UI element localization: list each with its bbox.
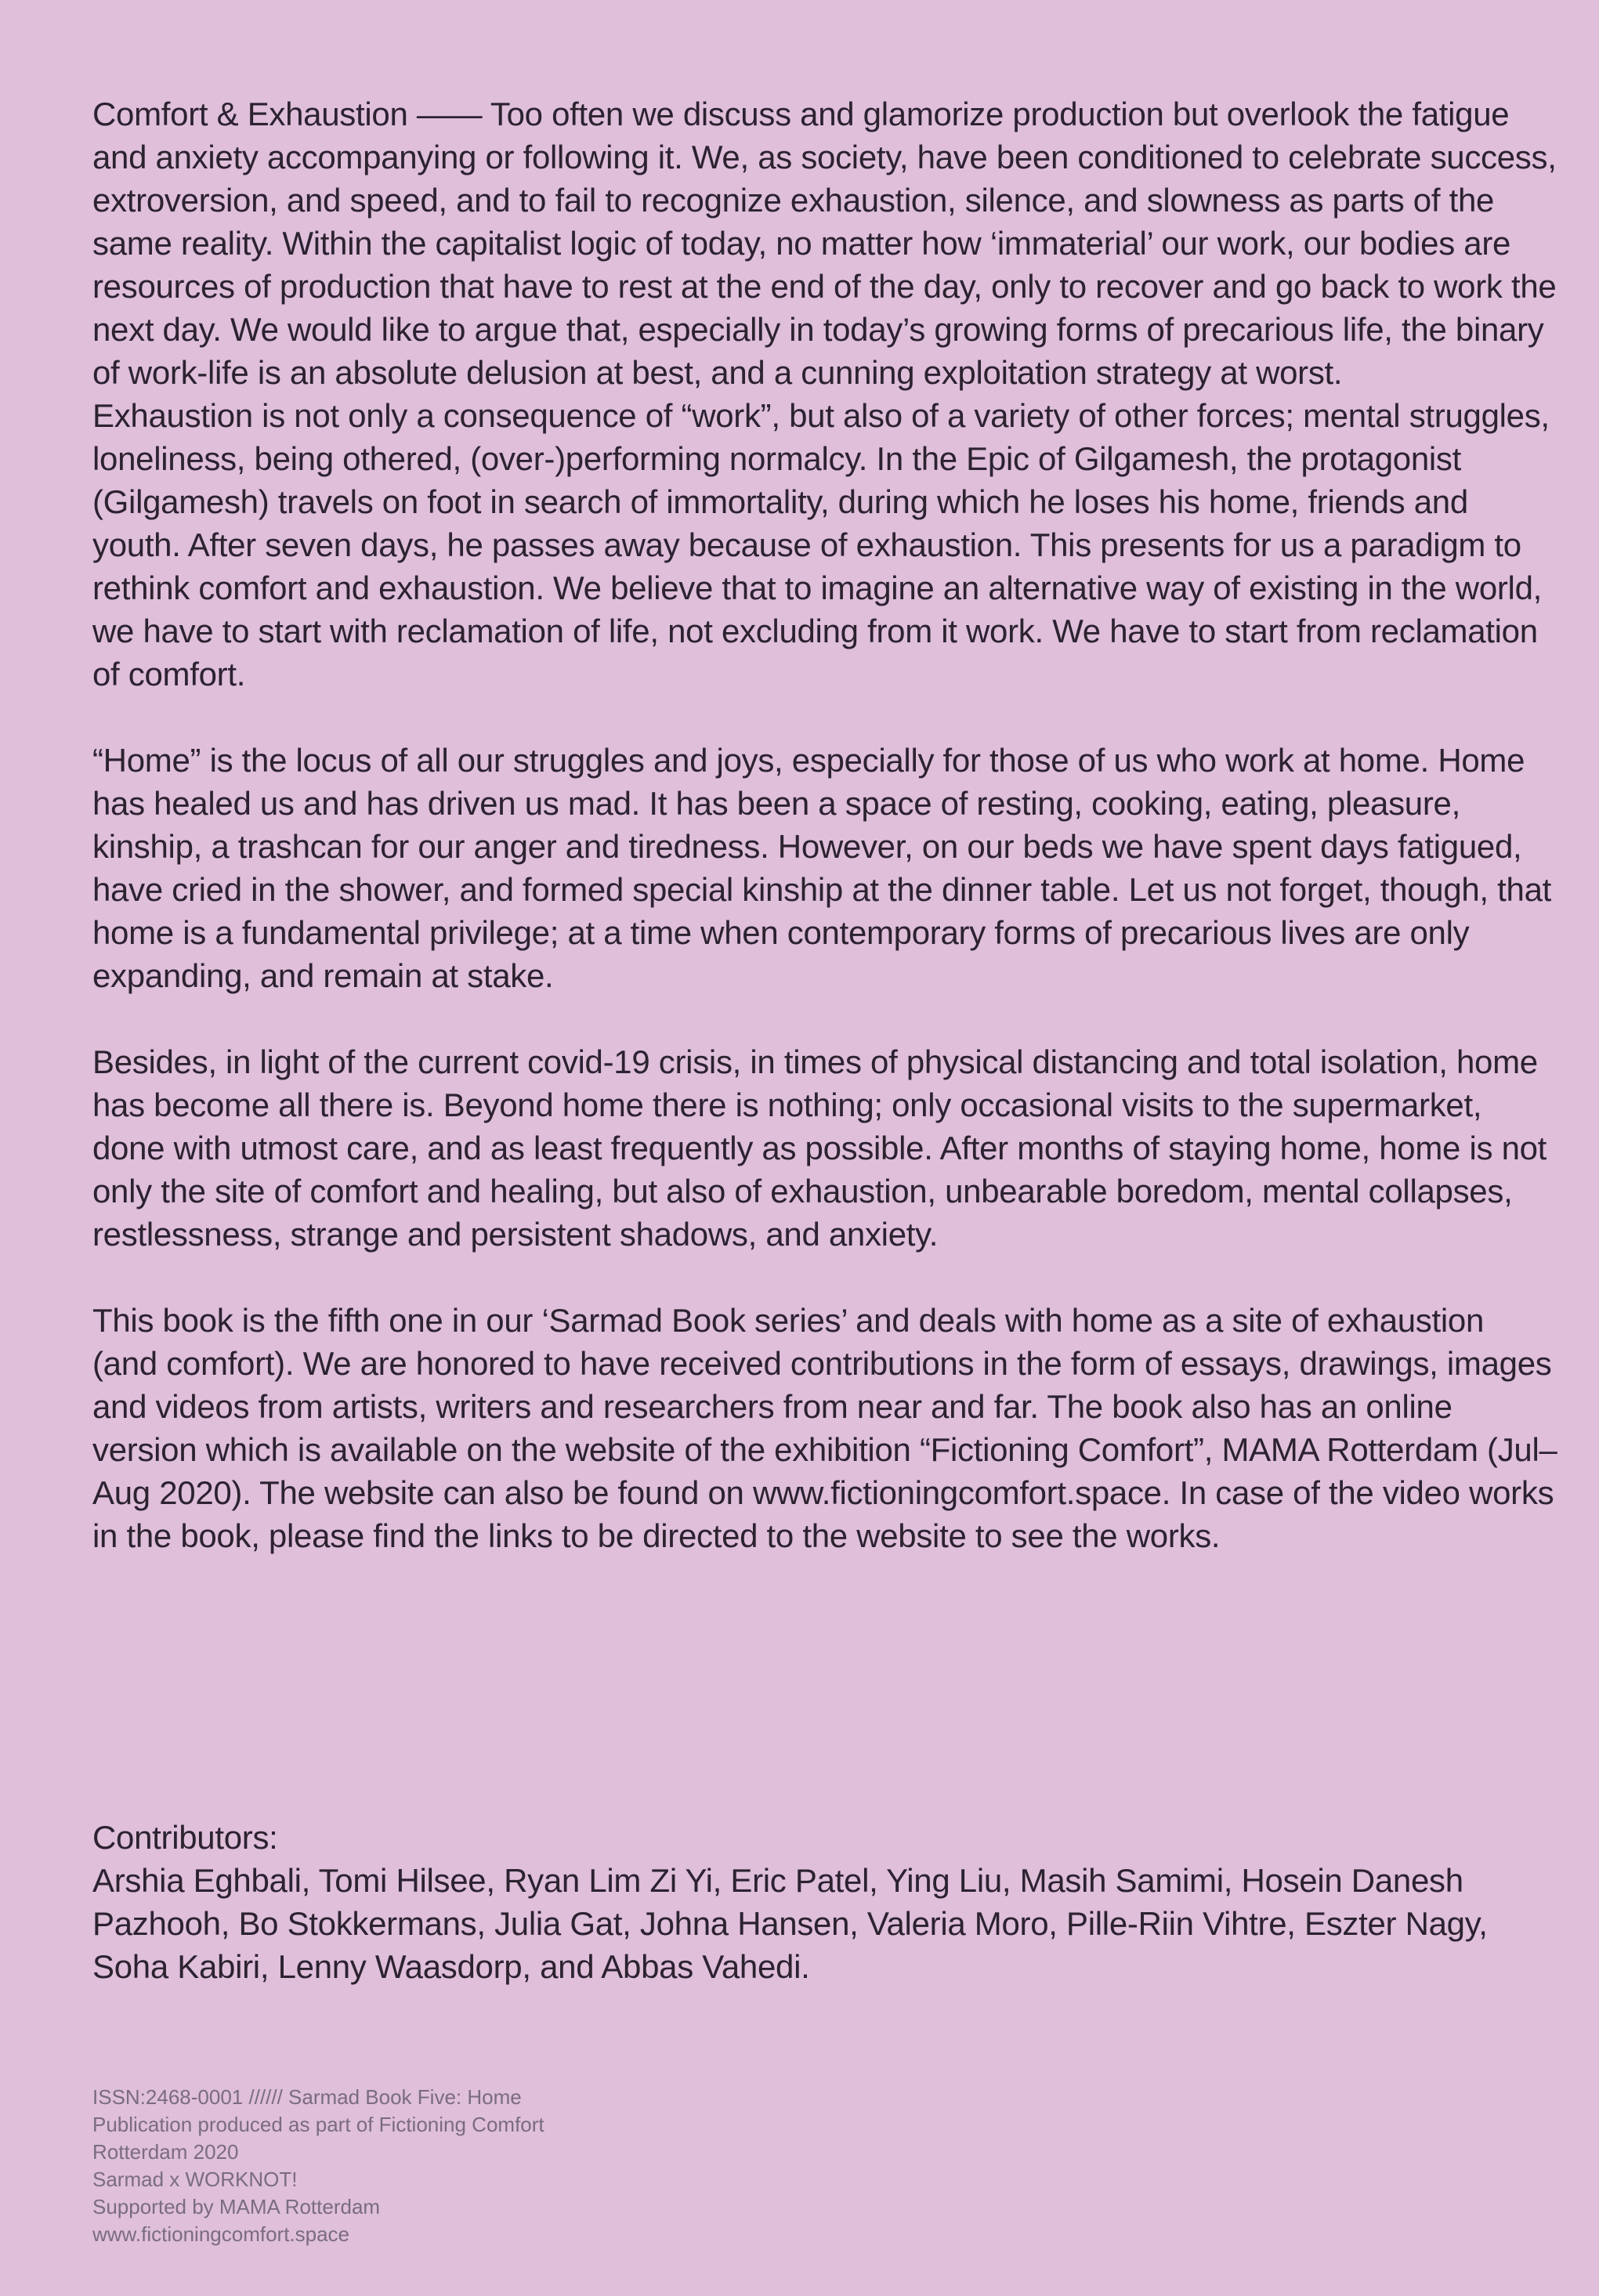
- paragraph-gilgamesh: Exhaustion is not only a consequence of “work”, but also of a variety of other forces; mental struggles, loneliness, being othered, (over-)performing normalcy. In the Epic of Gilgamesh, the protagonist (Gilgamesh) travels on foot in search of immortality, during which he loses his home, friends and youth. After seven days, he passes away because of exhaustion. This presents for us a paradigm to rethink comfort and exhaustion. We believe that to imagine an alternative way of existing in the world, we have to start with reclamation of life, not excluding from it work. We have to start from reclamation of comfort.: [92, 397, 1550, 692]
- colophon: [92, 2084, 544, 2248]
- colophon-publication: Publication produced as part of Fictioning Comfort: [92, 2113, 544, 2136]
- contributors-heading: Contributors:: [92, 1819, 278, 1856]
- colophon-collaboration: Sarmad x WORKNOT!: [92, 2168, 298, 2191]
- paragraph-home: “Home” is the locus of all our struggles and joys, especially for those of us who work at home. Home has healed us and has driven us mad. It has been a space of resting, cooking, eating, pleasure, kinship, a trashcan for our anger and tiredness. However, on our beds we have spent days fatigued, have cried in the shower, and formed special kinship at the dinner table. Let us not forget, though, that home is a fundamental privilege; at a time when contemporary forms of precarious lives are only expanding, and remain at stake.: [92, 742, 1552, 994]
- colophon-issn: ISSN:2468-0001 ////// Sarmad Book Five: Home: [92, 2085, 522, 2109]
- paragraph-covid: Besides, in light of the current covid-19 crisis, in times of physical distancing and total isolation, home has become all there is. Beyond home there is nothing; only occasional visits to the supermarket, done with utmost care, and as least frequently as possible. After months of staying home, home is not only the site of comfort and healing, but also of exhaustion, unbearable boredom, mental collapses, restlessness, strange and persistent shadows, and anxiety.: [92, 1043, 1547, 1253]
- contributors-section: [92, 1816, 1557, 1988]
- paragraph-book-series: This book is the fifth one in our ‘Sarmad Book series’ and deals with home as a site of exhaustion (and comfort). We are honored to have received contributions in the form of essays, drawings, images and videos from artists, writers and researchers from near and far. The book also has an online version which is available on the website of the exhibition “Fictioning Comfort”, MAMA Rotterdam (Jul–Aug 2020). The website can also be found on www.fictioningcomfort.space. In case of the video works in the book, please find the links to be directed to the website to see the works.: [92, 1302, 1557, 1554]
- contributors-list: Arshia Eghbali, Tomi Hilsee, Ryan Lim Zi Yi, Eric Patel, Ying Liu, Masih Samimi, Hosein Danesh Pazhooh, Bo Stokkermans, Julia Gat, Johna Hansen, Valeria Moro, Pille-Riin Vihtre, Eszter Nagy, Soha Kabiri, Lenny Waasdorp, and Abbas Vahedi.: [92, 1862, 1488, 1985]
- colophon-support: Supported by MAMA Rotterdam: [92, 2195, 381, 2218]
- main-text: [92, 92, 1557, 1557]
- colophon-place-year: Rotterdam 2020: [92, 2140, 239, 2164]
- paragraph-comfort-exhaustion: Comfort & Exhaustion —— Too often we discuss and glamorize production but overlook the fatigue and anxiety accompanying or following it. We, as society, have been conditioned to celebrate success, extroversion, and speed, and to fail to recognize exhaustion, silence, and slowness as parts of the same reality. Within the capitalist logic of today, no matter how ‘immaterial’ our work, our bodies are resources of production that have to rest at the end of the day, only to recover and go back to work the next day. We would like to argue that, especially in today’s growing forms of precarious life, the binary of work-life is an absolute delusion at best, and a cunning exploitation strategy at worst.: [92, 96, 1557, 391]
- colophon-website: www.fictioningcomfort.space: [92, 2222, 350, 2246]
